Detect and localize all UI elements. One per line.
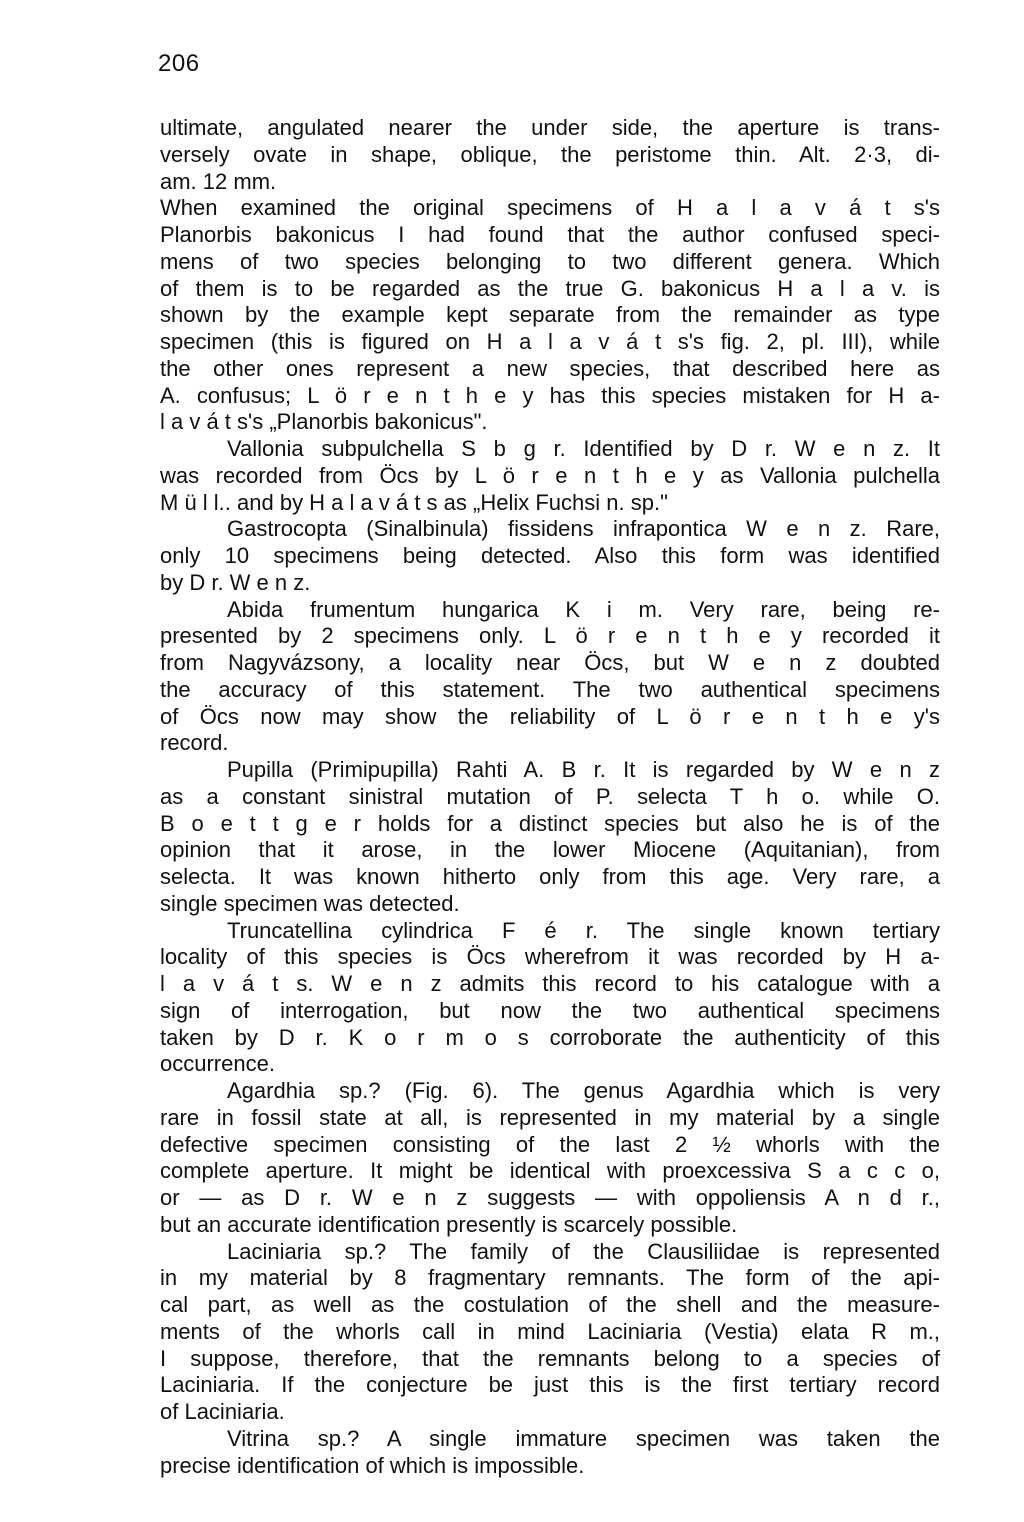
text-line: taken by D r. K o r m o s corroborate the authenticity of this bbox=[160, 1024, 940, 1050]
text-line: versely ovate in shape, oblique, the peristome thin. Alt. 2·3, di- bbox=[160, 141, 940, 167]
text-line: occurrence. bbox=[160, 1051, 275, 1077]
text-line: the accuracy of this statement. The two authentical specimens bbox=[160, 676, 940, 702]
text-line: in my material by 8 fragmentary remnants. The form of the api- bbox=[160, 1265, 940, 1291]
text-line: precise identification of which is impossible. bbox=[160, 1452, 585, 1478]
text-line: ultimate, angulated nearer the under side, the aperture is trans- bbox=[160, 115, 940, 140]
text-line: Pupilla (Primipupilla) Rahti A. B r. It is regarded by W e n z bbox=[227, 757, 940, 782]
text-line: of them is to be regarded as the true G. bakonicus H a l a v. is bbox=[160, 275, 940, 301]
text-line: record. bbox=[160, 730, 229, 756]
text-line: as a constant sinistral mutation of P. selecta T h o. while O. bbox=[160, 783, 940, 809]
body-text bbox=[160, 115, 940, 1479]
text-line: A. confusus; L ö r e n t h e y has this species mistaken for H a- bbox=[160, 382, 940, 408]
text-line: Vitrina sp.? A single immature specimen was taken the bbox=[227, 1425, 940, 1451]
text-line: am. 12 mm. bbox=[160, 168, 277, 194]
text-line: was recorded from Öcs by L ö r e n t h e y as Vallonia pulchella bbox=[160, 462, 940, 488]
text-line: locality of this species is Öcs wherefrom it was recorded by H a- bbox=[160, 944, 940, 970]
text-line: of Laciniaria. bbox=[160, 1399, 285, 1424]
text-line: B o e t t g e r holds for a distinct species but also he is of the bbox=[160, 810, 940, 836]
text-line: shown by the example kept separate from the remainder as type bbox=[160, 302, 940, 328]
text-line: presented by 2 specimens only. L ö r e n t h e y recorded it bbox=[160, 623, 940, 649]
text-line: only 10 specimens being detected. Also this form was identified bbox=[160, 543, 940, 568]
text-line: the other ones represent a new species, that described here as bbox=[160, 355, 940, 381]
text-line: defective specimen consisting of the last 2 ½ whorls with the bbox=[160, 1131, 940, 1157]
text-line: Planorbis bakonicus I had found that the author confused speci- bbox=[160, 222, 940, 247]
text-line: M ü l l.. and by H a l a v á t s as „Helix Fuchsi n. sp." bbox=[160, 489, 668, 515]
text-line: ments of the whorls call in mind Laciniaria (Vestia) elata R m., bbox=[160, 1318, 940, 1344]
text-line: l a v á t s's „Planorbis bakonicus". bbox=[160, 409, 488, 435]
text-line: Gastrocopta (Sinalbinula) fissidens infrapontica W e n z. Rare, bbox=[227, 516, 940, 542]
text-line: specimen (this is figured on H a l a v á t s's fig. 2, pl. III), while bbox=[160, 329, 940, 354]
text-line: from Nagyvázsony, a locality near Öcs, but W e n z doubted bbox=[160, 650, 940, 675]
text-line: Agardhia sp.? (Fig. 6). The genus Agardhia which is very bbox=[227, 1078, 940, 1103]
text-line: When examined the original specimens of H a l a v á t s's bbox=[160, 195, 940, 221]
text-line: I suppose, therefore, that the remnants belong to a species of bbox=[160, 1345, 940, 1371]
page-number: 206 bbox=[158, 50, 200, 77]
text-line: opinion that it arose, in the lower Miocene (Aquitanian), from bbox=[160, 837, 940, 863]
text-line: Vallonia subpulchella S b g r. Identified by D r. W e n z. It bbox=[227, 436, 940, 461]
text-line: by D r. W e n z. bbox=[160, 569, 311, 595]
text-line: Laciniaria sp.? The family of the Clausiliidae is represented bbox=[227, 1238, 940, 1264]
text-line: rare in fossil state at all, is represented in my material by a single bbox=[160, 1104, 940, 1130]
text-line: but an accurate identification presently is scarcely possible. bbox=[160, 1211, 738, 1237]
text-line: Laciniaria. If the conjecture be just this is the first tertiary record bbox=[160, 1372, 940, 1398]
text-line: complete aperture. It might be identical with proexcessiva S a c c o, bbox=[160, 1158, 940, 1184]
text-line: or — as D r. W e n z suggests — with oppoliensis A n d r., bbox=[160, 1185, 940, 1210]
text-line: mens of two species belonging to two different genera. Which bbox=[160, 248, 940, 274]
text-line: selecta. It was known hitherto only from this age. Very rare, a bbox=[160, 864, 940, 889]
text-line: l a v á t s. W e n z admits this record to his catalogue with a bbox=[160, 971, 940, 996]
text-line: Truncatellina cylindrica F é r. The single known tertiary bbox=[227, 917, 940, 943]
text-line: of Öcs now may show the reliability of L ö r e n t h e y's bbox=[160, 703, 940, 729]
text-line: cal part, as well as the costulation of the shell and the measure- bbox=[160, 1292, 940, 1317]
text-line: Abida frumentum hungarica K i m. Very rare, being re- bbox=[227, 596, 940, 622]
text-line: single specimen was detected. bbox=[160, 890, 460, 916]
text-line: sign of interrogation, but now the two authentical specimens bbox=[160, 997, 940, 1023]
